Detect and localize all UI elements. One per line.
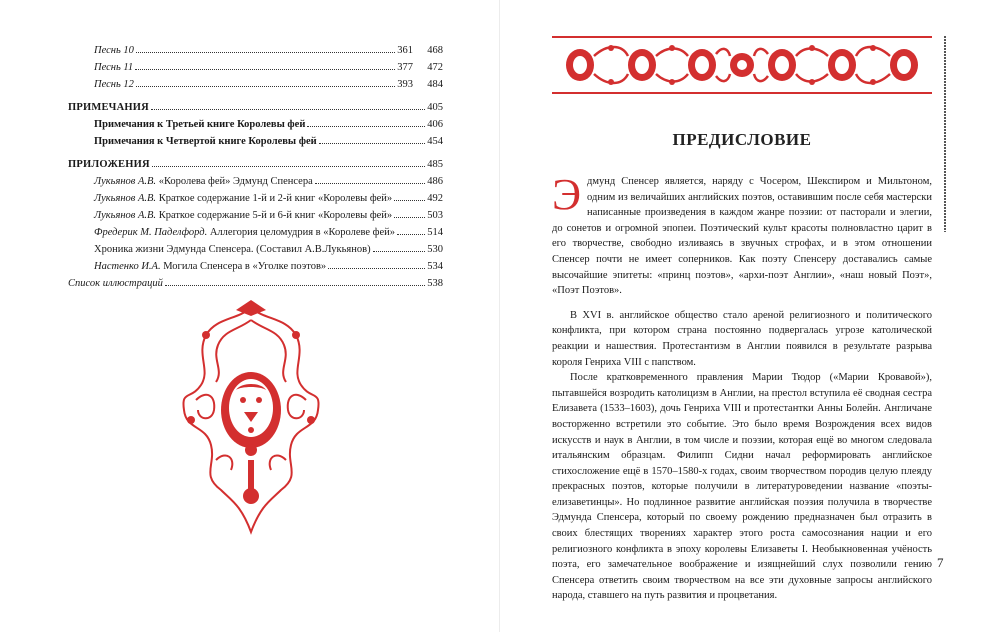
toc-author: Фредерик М. Паделфорд. [94, 227, 208, 238]
toc-entry [68, 133, 443, 150]
toc-leader [136, 86, 395, 87]
paragraph-1: Эдмунд Спенсер является, наряду с Чосером, Шекспиром и Мильтоном, одним из величайших английских поэтов, оставившим после себя мастерски написанные произведения в каждом жанре поэзии: от пасторали и элегии, до сонетов и огромной эпопеи. Поэтический культ красоты полновластно царит в его творчестве, свободно изливаясь в звучных строфах, и в этом отношении Спенсер почти не имеет соперников. Как поэту Спенсеру доставались самые высочайшие эпитеты: «принц поэтов», «архи-поэт Англии», «наш новый Поэт», «Поэт Поэтов». [552, 170, 932, 297]
toc-page: 534 [427, 261, 443, 272]
toc-title: Песнь 12 [94, 79, 134, 90]
toc-leader [319, 143, 426, 144]
toc-page: 361 [397, 45, 413, 56]
toc-title: «Королева фей» Эдмунд Спенсера [156, 176, 313, 187]
toc-entry [68, 173, 443, 190]
toc-leader [394, 200, 425, 201]
toc-page: 538 [427, 278, 443, 289]
toc-entry [68, 42, 443, 59]
paragraph-3: После кратковременного правления Марии Тюдор («Марии Кровавой»), пытавшейся возродить католицизм в Англии, на престол вступила её сводная сестра Елизавета (1533–1603), дочь Генриха VIII и протестантки Анны Болейн. Англичане восторженно встретили это событие. Это было время Возрождения всех видов искусств и наук в Англии, в том числе и поэзии, которая ещё во многом следовала итальянским образцам. Филипп Сидни начал реформировать английское стихосложение ещё в 1570–1580-х годах, своим творчеством породив целую плеяду прекрасных поэтов, которые получили в литературоведении название «поэты-елизаветинцы». Но подлинное развитие английская поэзия получила в творчестве Эдмунда Спенсера, который по своему рождению предназначен был отразить в своих блестящих творениях характер этого роста самосознания нации и его религиозного конфликта в эпоху королевы Елизаветы I. Необыкновенная учёность поэта, его замечательное воображение и изящнейший слух позволили гению Спенсера ответить своим творчеством на все эти духовные запросы английского народа, ставшего на путь развития и процветания. [552, 372, 932, 602]
toc-page: 393 [397, 79, 413, 90]
toc-author: Лукьянов А.В. [94, 176, 157, 187]
toc-leader [397, 234, 425, 235]
preface-text [552, 170, 932, 604]
toc-leader [373, 251, 426, 252]
toc-leader [152, 166, 425, 167]
toc-title: Аллегория целомудрия в «Королеве фей» [207, 227, 395, 238]
folk-ornament-header [552, 36, 932, 94]
toc-leader [328, 268, 425, 269]
toc-page: 485 [427, 159, 443, 170]
chapter-heading: ПРЕДИСЛОВИЕ [672, 130, 812, 149]
toc-title: Могила Спенсера в «Уголке поэтов» [160, 261, 327, 272]
toc-title: Примечания к Четвертой книге Королевы фей [94, 136, 317, 147]
toc-leader [136, 52, 395, 53]
toc-leader [165, 285, 425, 286]
toc-title: Краткое содержание 1-й и 2-й книг «Королевы фей» [156, 193, 393, 204]
toc-page: 405 [427, 102, 443, 113]
toc-entry [68, 241, 443, 258]
toc-page-secondary: 468 [427, 45, 443, 56]
toc-title: Примечания к Третьей книге Королевы фей [94, 119, 306, 130]
toc-author: Лукьянов А.В. [94, 193, 157, 204]
toc-title: Краткое содержание 5-й и 6-й книг «Королевы фей» [156, 210, 393, 221]
toc-entry [68, 224, 443, 241]
table-of-contents [68, 42, 443, 292]
toc-page: 486 [427, 176, 443, 187]
toc-page: 406 [427, 119, 443, 130]
toc-title: Список иллюстраций [68, 278, 163, 289]
toc-entry [68, 76, 443, 93]
toc-page: 503 [427, 210, 443, 221]
decorative-side-rule [944, 36, 946, 232]
paragraph-2: В XVI в. английское общество стало ареной религиозного и политического конфликта, при котором страна постоянно подвергалась угрозе католической реакции и нашествия. Протестантизм в Англии появился в результате разрыва короля Генриха VIII с папством. [552, 309, 932, 368]
toc-page-secondary: 484 [427, 79, 443, 90]
toc-entry [68, 258, 443, 275]
toc-entry [68, 156, 443, 173]
page-number: 7 [937, 555, 944, 570]
toc-page: 530 [427, 244, 443, 255]
toc-page: 377 [397, 62, 413, 73]
toc-leader [307, 126, 425, 127]
toc-leader [135, 69, 395, 70]
toc-entry [68, 275, 443, 292]
drop-cap: Э [552, 170, 582, 219]
lion-crest-emblem [176, 300, 326, 540]
toc-title: ПРИЛОЖЕНИЯ [68, 159, 150, 170]
toc-leader [394, 217, 425, 218]
toc-title: Песнь 11 [94, 62, 134, 73]
toc-author: Лукьянов А.В. [94, 210, 157, 221]
toc-page: 492 [427, 193, 443, 204]
toc-entry [68, 207, 443, 224]
toc-entry [68, 190, 443, 207]
toc-title: ПРИМЕЧАНИЯ [68, 102, 149, 113]
toc-entry [68, 99, 443, 116]
toc-entry [68, 59, 443, 76]
toc-leader [151, 109, 425, 110]
toc-entry [68, 116, 443, 133]
toc-page-secondary: 472 [427, 62, 443, 73]
toc-title: Песнь 10 [94, 45, 134, 56]
toc-page: 454 [427, 136, 443, 147]
toc-leader [315, 183, 426, 184]
toc-title: Хроника жизни Эдмунда Спенсера. (Составил А.В.Лукьянов) [94, 244, 371, 255]
toc-page: 514 [427, 227, 443, 238]
toc-author: Настенко И.А. [94, 261, 161, 272]
